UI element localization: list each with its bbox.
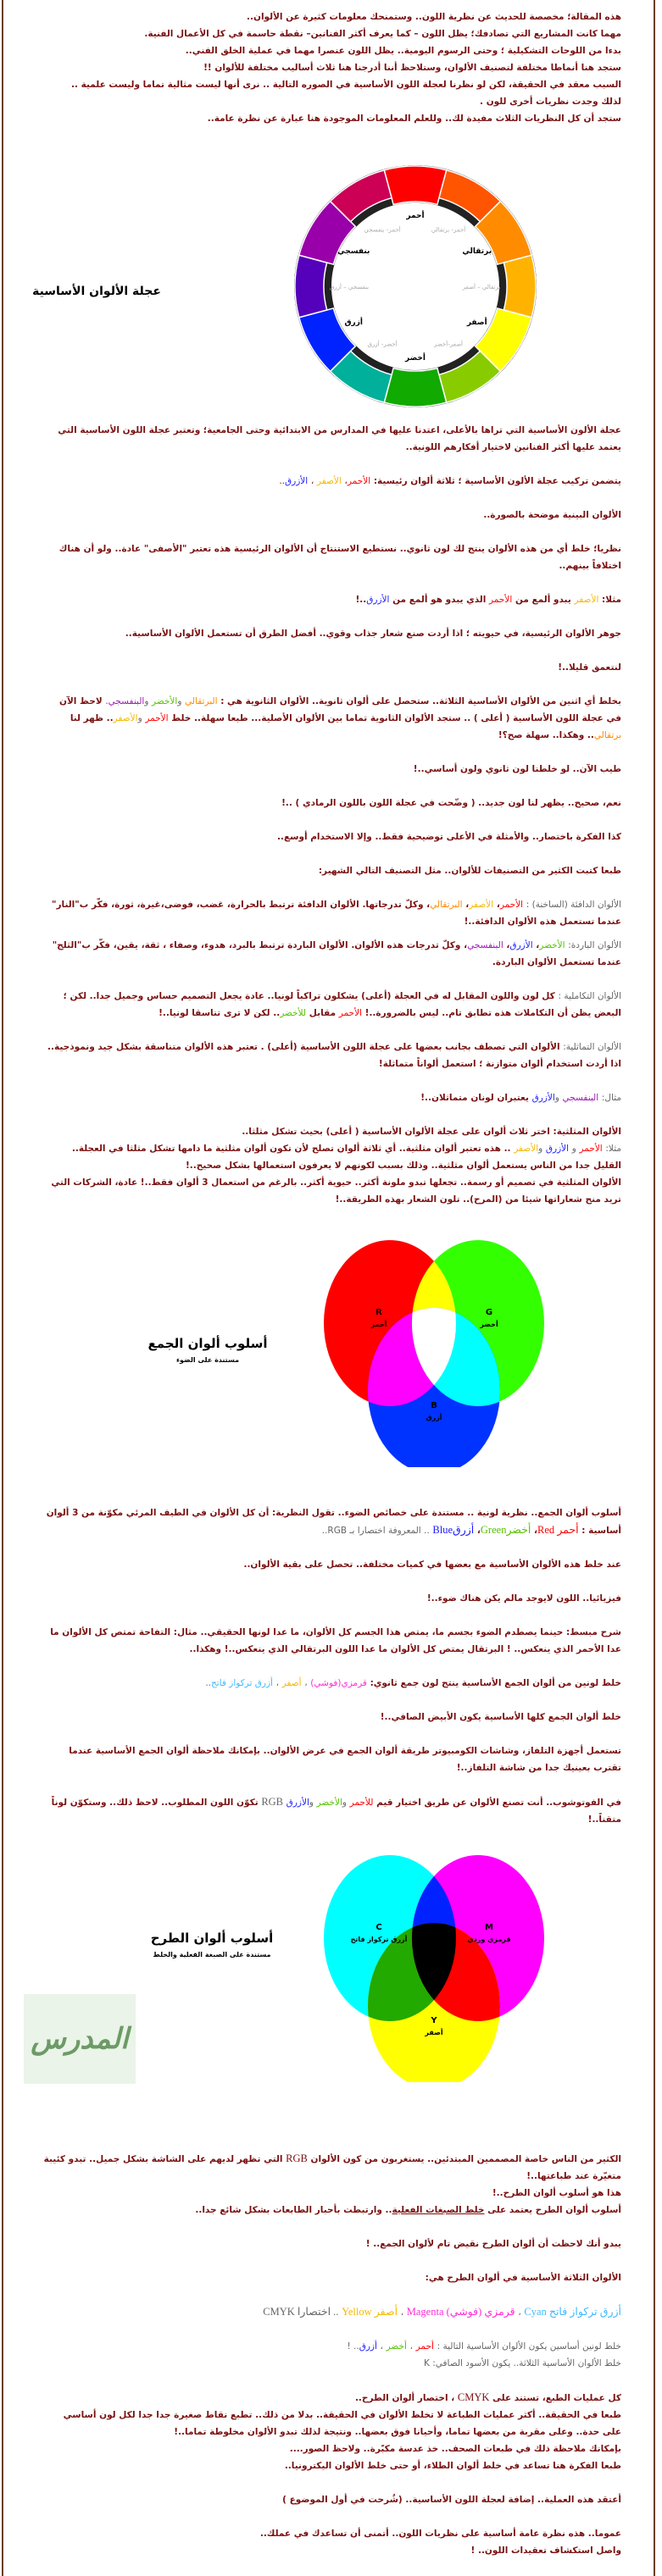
intro-line: هذه المقالة؛ مخصصة للحديث عن نظرية اللون.. وستمنحك معلومات كثيرة عن الألوان..: [247, 12, 621, 22]
triadic-paragraph: الألوان المثلثية: اختر ثلاث ألوان على عجلة الألوان الأساسية ( أعلى) بحيث تشكل مثلثا..: [242, 1127, 621, 1137]
paragraph: الألوان البينية موضحة بالصورة..: [483, 510, 621, 520]
venn-letter: M: [485, 1923, 493, 1932]
paragraph: تستعمل أجهزة التلفاز، وشاشات الكومبيوتر طريقة ألوان الجمع في عرض الألوان.. بإمكانك ملاحظة ألوان الجمع الأساسية عندما تقترب بعينيك جدا من شاشة التلفاز..!: [69, 1746, 621, 1773]
venn-letter: G: [485, 1308, 493, 1317]
intro-line: لذلك وجدت نظريات أخرى للون .: [480, 97, 621, 107]
venn-label: أزرق تركواز فاتح: [350, 1936, 408, 1943]
venn-label: أحمر: [370, 1321, 387, 1328]
triadic-example: مثلا: الأحمر و الأزرق والأصفر .. هذه تعتبر ألوان مثلثية.. أي ثلاثة ألوان تصلح لأن تكون ألوان مثلثية ما دامها تشكل مثلثا في العجلة.. القليل جدا من الناس يستعمل ألوان مثلثية.. وذلك بسبب لكونهم لا يعرفون استعمالها بشكل صحيح..!: [71, 1144, 621, 1171]
triadic-paragraph-2: الألوان المثلثية في تصميم أو رسمة.. تجعلها تبدو ملونة أكثر.. حيوية أكثر.. بالرغم من استعمال 3 ألوان فقط..! عادة، الشركات التي تريد منح شعاراتها شيئا من (المرح).. تلون الشعار بهذه الطريقة..!: [51, 1177, 621, 1205]
paragraph: مثلا: الأصفر يبدو ألمع من الأحمر الذي يبدو هو ألمع من الأزرق..!: [355, 595, 621, 605]
paragraph: لنتعمق قليلا..!: [558, 662, 621, 673]
wheel-primary-label: برتقالي: [462, 247, 492, 256]
venn-label: أصفر: [425, 2029, 443, 2036]
wheel-primary-label: أحمر: [406, 212, 425, 220]
paragraph: بإمكانك ملاحظة ذلك في طبعات الصحف.. خذ عدسة مكبّرة.. ولاحظ الصور....: [289, 2444, 621, 2454]
paragraph: نظريا؛ خلط أي من هذه الألوان ينتج لك لون ثانوي.. نستطيع الاستنتاج أن الألوان الرئيسية هذه تعتبر "الأصفى" عادة.. ولو أن هناك اختلافاً بينهم..: [58, 544, 621, 571]
additive-title: أسلوب ألوان الجمع مستندة على الضوء: [147, 1336, 268, 1364]
wheel-segment: [295, 255, 327, 318]
subtractive-section: [42, 2150, 621, 2559]
additive-figure: [42, 1242, 621, 1479]
wheel-primary-label: أصفر: [466, 319, 487, 327]
intro-line: بدءا من اللوحات التشكيلية ؛ وحتى الرسوم اليومية.. يظل اللون عنصرا مهما في عملية الخلق الفني..: [185, 46, 621, 56]
paragraph: يتضمن تركيب عجلة الألون الأساسية ؛ ثلاثة ألوان رئيسية: الأحمر، الأصفر ، الأزرق..: [279, 476, 621, 486]
paragraph: خلط ألوان الجمع كلها الأساسية يكون الأبيض الصافي..!: [380, 1712, 621, 1722]
paragraph: أسلوب ألوان الطرح يعتمد على خلط الصبغات الفعلية.. وارتبطت بأحبار الطابعات بشكل شائع جدا..: [195, 2205, 621, 2215]
intro-line: ستجد هنا أنماطا مختلفة لتصنيف الألوان، وستلاحظ أننا أدرجنا هنا ثلاث أساليب مختلفة للألوان !!: [203, 63, 621, 73]
color-wheel: [288, 159, 542, 413]
paragraph: طبعا في الحقيقة.. أكثر عمليات الطباعة لا تخلط الألوان في الحقيقة.. بدلا من ذلك.. تطبع نقاط صغيرة جدا جدا لكل لون أساسي على حدة.. وعلى مقربة من بعضها تماما، وأحيانا فوق بعضها.. ونتيجة لذلك تبدو الألوان مخلوطة تماما..!: [63, 2410, 621, 2437]
subtractive-title: أسلوب ألوان الطرح مستندة على الصبغة الفعلية والخلط: [150, 1931, 274, 1958]
color-wheel-figure: [32, 159, 621, 413]
article: [3, 0, 654, 2576]
paragraph: أزرق تركواز فاتح Cyan ، قرمزي (فوشي) Magenta ، أصفر Yellow .. اختصارا CMYK: [263, 2306, 621, 2318]
analogous-example: مثال: البنفسجي والأزرق يعتبران لونان متماثلان..!: [420, 1093, 621, 1103]
wheel-intermediate-label: بنفسجي – أزرق: [329, 284, 370, 291]
additive-section: [42, 1504, 621, 1828]
venn-label: أخضر: [480, 1321, 498, 1328]
paragraph: هذا هو أسلوب ألوان الطرح..!: [492, 2188, 621, 2198]
paragraph: خلط لونين من ألوان الجمع الأساسية ينتج لون جمع ثانوي: قرمزي(فوشي) ، أصفر ، أزرق تركواز فاتح..: [205, 1678, 621, 1688]
paragraph: أسلوب ألوان الجمع.. نظرية لونية .. مستندة على خصائص الضوء.. تقول النظرية: أن كل الألوان في الطيف المرئي مكوّنة من 3 ألوان أساسية : أحمر Red، أخضرGreen، أزرقBlue .. المعروفة اختصارا بـ RGB..: [46, 1508, 621, 1536]
wheel-primary-label: بنفسجي: [337, 247, 370, 256]
warm-colors-paragraph: الألوان الدافئة (الساخنة) : الأحمر، الأصفر، البرتقالي، وكلّ تدرجاتها. الألوان الدافئة ترتبط بالحرارة، غضب، فوضى،غيرة، ثورة، فكّر ب"النار" عندما تستعمل هذه الألوان الدافئة..!: [52, 900, 621, 927]
subtractive-figure: [31, 1845, 621, 2125]
paragraph: كذا الفكرة باختصار.. والأمثلة في الأعلى توضيحية فقط.. وإلا الاستخدام أوسع..: [276, 832, 621, 842]
page-frame: [2, 0, 655, 2576]
color-word-red: الأحمر: [347, 476, 371, 486]
wheel-segment: [503, 255, 536, 318]
color-word-yellow: الأصفر: [316, 476, 342, 486]
paragraph: الألوان الثلاثة الأساسية في ألوان الطرح هي:: [425, 2273, 621, 2283]
wheel-intermediate-label: برتقالي – أصفر: [462, 284, 501, 291]
intro-line: مهما كانت المشاريع التي تصادفك؛ يظل اللون – كما يعرف أكثر الفنانين– نقطة حاسمة في كل الأعمال الفنية.: [144, 29, 621, 39]
intro-line: السبب معقد في الحقيقة، لكن لو نظرنا لعجلة اللون الأساسية في الصوره التالية .. نرى أنها ليست مثالية تماما وليست علمية ..: [70, 80, 621, 90]
wheel-segment: [384, 166, 447, 204]
wheel-intermediate-label: أحمر- بنفسجي: [364, 226, 401, 234]
venn-label: قرمزي وردي: [467, 1936, 511, 1943]
subtractive-venn-diagram: [324, 1845, 544, 2082]
additive-venn-diagram: [324, 1230, 544, 1467]
paragraph: نعم، صحيح.. يظهر لنا لون جديد.. ( وضّحت في عجلة اللون باللون الرمادي ) ..!: [281, 798, 621, 808]
paragraph: الكثير من الناس خاصة المصممين المبتدئين.. يستغربون من كون الألوان RGB التي تظهر لديهم على الشاشة بشكل جميل.. تبدو كئيبة متغيّرة عند طباعتها..!: [43, 2152, 621, 2181]
wheel-section: [42, 422, 621, 1208]
paragraph: شرح مبسط: حينما يصطدم الضوء بجسم ما، يمتص هذا الجسم كل الألوان، ما عدا لونها الحقيقي.. مثال: التفاحة تمتص كل الألوان ما عدا الأحمر الذي ينعكس.. ! البرتقال يمتص كل الألوان ما عدا اللون البرتقالي الذي ينعكس..! وهكذا..: [50, 1627, 621, 1654]
paragraph: عموما.. هذه نظرة عامة أساسية على نظريات اللون.. أتمنى أن تساعدك في عملك..: [259, 2529, 621, 2539]
paragraph: بخلط أي اثنين من الألوان الأساسية الثلاثة.. ستحصل على ألوان ثانوية.. الألوان الثانوية هي : البرتقالي والأخضر والبنفسجي. لاحظ الآن في عجلة اللون الأساسية ( أعلى ) .. ستجد الألوان الثانوية تماما بين الألوان الأصلية... طبعا سهلة.. خلط الأحمر والأصفر.. ظهر لنا برتقالي.. وهكذا.. سهلة صح؟!: [58, 696, 621, 740]
paragraph: فيزيائيا.. اللون لايوجد مالم يكن هناك ضوء..!: [426, 1593, 621, 1604]
paragraph: في الفوتوشوب.. أنت تصنع الألوان عن طريق اختيار قيم للأحمر والأخضر والأزرق RGB تكوّن اللون المطلوب.. لاحظ ذلك.. وستكوّن لوناً متقناً..!: [51, 1796, 621, 1825]
paragraph: طبعا الفكرة هنا تساعد في خلط ألوان الطلاء، أو حتى خلط الألوان اليكترونيا..: [284, 2461, 621, 2471]
intro-section: [42, 8, 621, 127]
wheel-intermediate-label: أحمر- برتقالي: [431, 226, 466, 234]
color-wheel-title: عجلة الألوان الأساسية: [32, 285, 161, 298]
cool-colors-paragraph: الألوان الباردة: الأخضر، الأزرق، البنفسجي، وكلّ تدرجات هذه الألوان. الألوان الباردة ترتبط بالبرد، هدوء، وصفاء ، ثقة، يقين، فكّر ب"الثلج" عندما تستعمل الألوان الباردة.: [52, 940, 621, 967]
paragraph: يبدو أنك لاحظت أن ألوان الطرح نقيض تام لألوان الجمع.. !: [365, 2239, 621, 2249]
complementary-paragraph: الألوان التكاملية : كل لون واللون المقابل له في العجلة (أعلى) يشكلون تراكباً لونيا.. عادة يجعل التصميم حساس وجميل جدا.. لكن ؛ البعض يظن أن التكاملات هذه تطابق تام.. ليس بالضرورة..! الأحمر مقابل للأخضر.. لكن لا ترى تناسقا لونيا..!: [63, 991, 621, 1018]
paragraph: عجلة الألون الأساسية التي تراها بالأعلى، اعتدنا عليها في المدارس من الابتدائية وحتى الجامعية؛ وتعتبر عجلة اللون الأساسية التي يعتمد عليها أكثر الفنانين لاختيار أفكارهم اللونية..: [58, 425, 621, 452]
paragraph: طبعا كتبت الكثير من التصنيفات للألوان.. مثل التصنيف التالي الشهير:: [318, 866, 621, 876]
paragraph: خلط الألوان الأساسية الثلاثة.. يكون الأسود الصافي: K: [423, 2358, 621, 2368]
color-word-blue: الأزرق: [285, 476, 309, 486]
paragraph: واصل استكشاف تعقيدات اللون.. !: [470, 2546, 621, 2556]
venn-letter: B: [431, 1401, 437, 1410]
paragraph: عند خلط هذه الألوان الأساسية مع بعضها في كميات مختلفة.. تحصل على بقية الألوان..: [243, 1559, 621, 1570]
paragraph: أعتقد هذه العملية.. إضافة لعجلة اللون الأساسية.. (شُرحت في أول الموضوع ): [282, 2495, 621, 2505]
site-logo: المدرس: [24, 1994, 136, 2084]
wheel-intermediate-label: أصفر-أخضر: [433, 341, 464, 348]
paragraph: جوهر الألوان الرئيسية، في حيويته ؛ اذا أردت صنع شعار جذاب وقوي.. أفضل الطرق أن تستعمل الألوان الأساسية..: [125, 629, 621, 639]
wheel-primary-label: أخضر: [404, 354, 426, 363]
paragraph: كل عمليات الطبع، تستند على CMYK ، اختصار ألوان الطرح..: [354, 2391, 621, 2403]
paragraph: خلط لونين أساسين يكون الألوان الأساسية التالية : أحمر ، أخضر ، أزرق.. !: [347, 2341, 621, 2352]
paragraph: طيب الآن.. لو خلطنا لون ثانوي ولون أساسي..!: [413, 764, 621, 774]
venn-letter: C: [376, 1923, 382, 1932]
venn-letter: Y: [431, 2016, 437, 2025]
intro-line: ستجد أن كل النظريات الثلاث مفيدة لك.. وللعلم المعلومات الموجودة هنا عبارة عن نظرة عامة..: [207, 114, 621, 124]
wheel-primary-label: أزرق: [344, 319, 364, 327]
venn-label: أزرق: [426, 1414, 442, 1421]
wheel-segment: [384, 368, 447, 407]
analogous-paragraph: الألوان التماثلية: الألوان التي تصطف بجانب بعضها على عجلة اللون الأساسية (أعلى) . تعتبر هذه الألوان متناسقة بشكل جيد ونموذجية.. اذا أردت استخدام ألوان متوازنة ؛ استعمل ألواناً متماثلة!: [47, 1042, 621, 1069]
venn-letter: R: [376, 1308, 382, 1317]
wheel-intermediate-label: أخضر- أزرق: [367, 341, 398, 348]
